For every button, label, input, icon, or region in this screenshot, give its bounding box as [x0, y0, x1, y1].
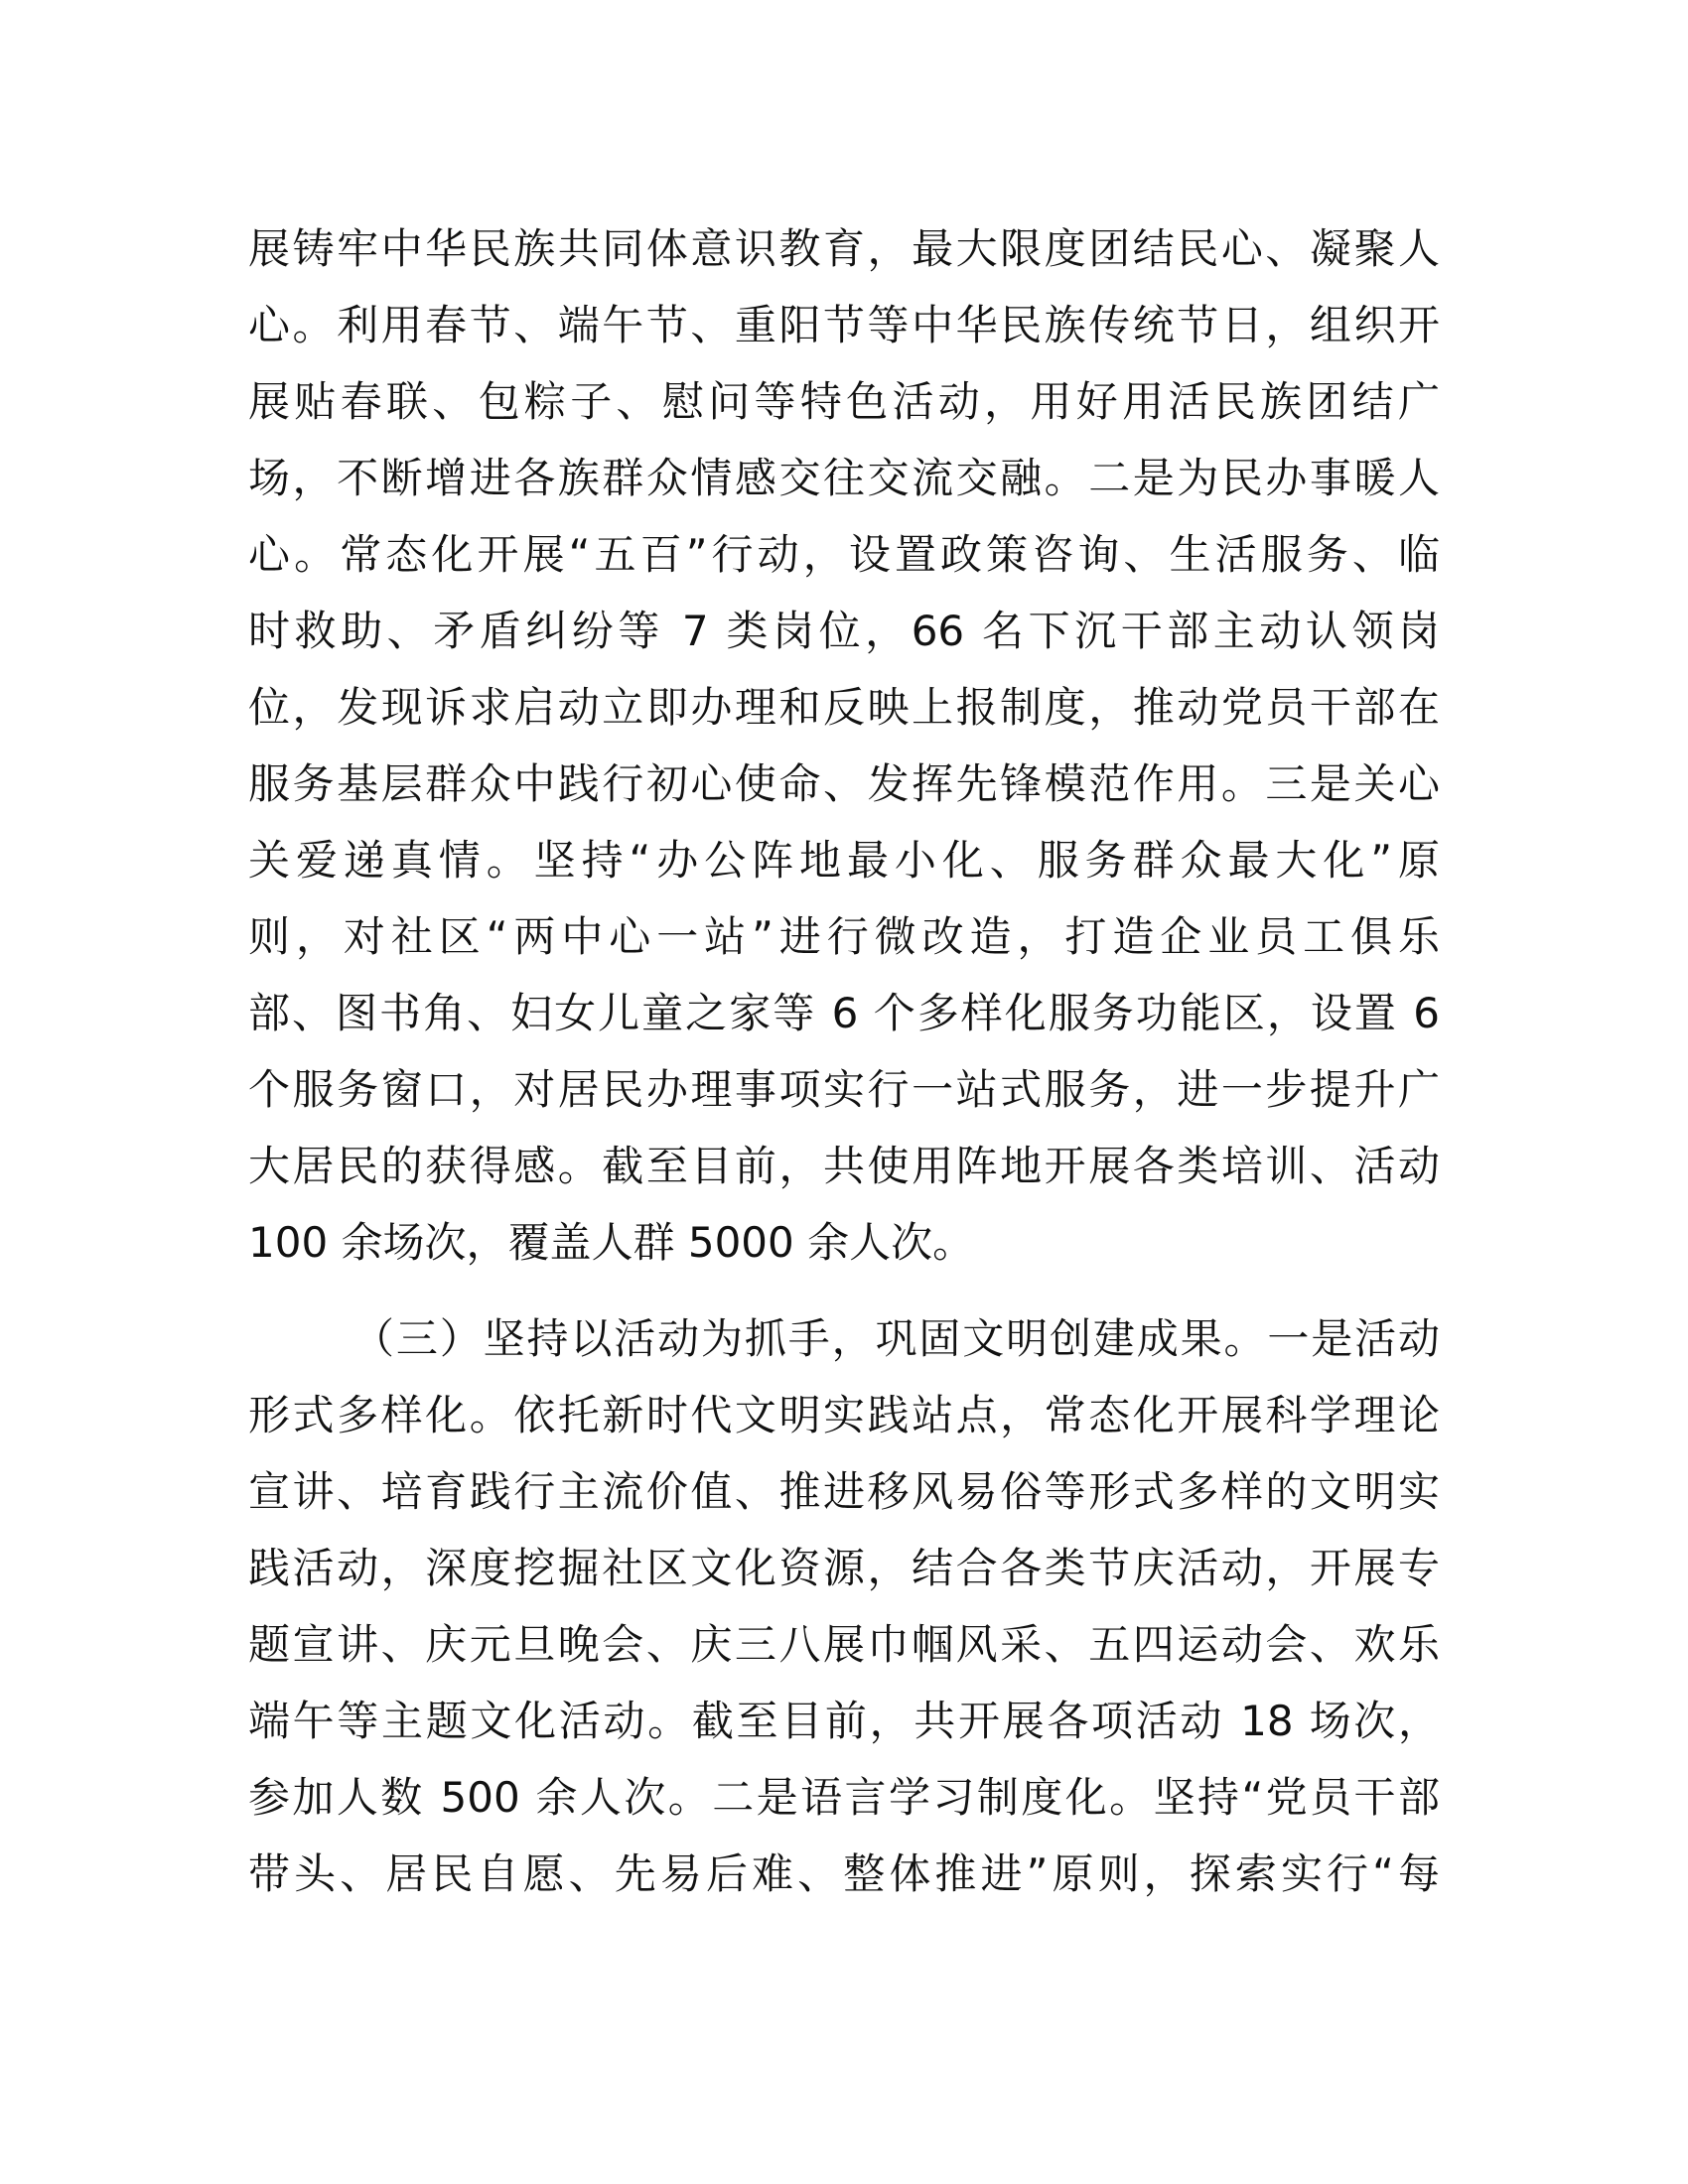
- text-line: 关爱递真情。坚持“办公阵地最小化、服务群众最大化”原: [248, 836, 1440, 885]
- paragraph-community-services: [248, 210, 1440, 1281]
- text-line: 心。利用春节、端午节、重阳节等中华民族传统节日，组织开: [248, 301, 1440, 349]
- text-line: 位，发现诉求启动立即办理和反映上报制度，推动党员干部在: [248, 683, 1440, 732]
- paragraph-civilization-activities: [248, 1300, 1440, 1912]
- text-line: 带头、居民自愿、先易后难、整体推进”原则，探索实行“每: [248, 1849, 1440, 1898]
- text-line: （三）坚持以活动为抓手，巩固文明创建成果。一是活动: [352, 1314, 1440, 1363]
- text-line: 宣讲、培育践行主流价值、推进移风易俗等形式多样的文明实: [248, 1467, 1440, 1516]
- text-line: 端午等主题文化活动。截至目前，共开展各项活动 18 场次，: [248, 1697, 1440, 1745]
- text-line: 服务基层群众中践行初心使命、发挥先锋模范作用。三是关心: [248, 759, 1440, 808]
- text-line: 时救助、矛盾纠纷等 7 类岗位，66 名下沉干部主动认领岗: [248, 607, 1440, 655]
- text-line: 展贴春联、包粽子、慰问等特色活动，用好用活民族团结广: [248, 377, 1440, 426]
- text-line: 践活动，深度挖掘社区文化资源，结合各类节庆活动，开展专: [248, 1544, 1440, 1592]
- text-line: 形式多样化。依托新时代文明实践站点，常态化开展科学理论: [248, 1391, 1440, 1439]
- text-line: 题宣讲、庆元旦晚会、庆三八展巾帼风采、五四运动会、欢乐: [248, 1620, 1440, 1669]
- text-line: 则，对社区“两中心一站”进行微改造，打造企业员工俱乐: [248, 912, 1440, 961]
- text-line: 大居民的获得感。截至目前，共使用阵地开展各类培训、活动: [248, 1142, 1440, 1190]
- text-line: 100 余场次，覆盖人群 5000 余人次。: [248, 1218, 975, 1267]
- text-line: 个服务窗口，对居民办理事项实行一站式服务，进一步提升广: [248, 1065, 1440, 1114]
- text-line: 展铸牢中华民族共同体意识教育，最大限度团结民心、凝聚人: [248, 224, 1440, 273]
- text-line: 参加人数 500 余人次。二是语言学习制度化。坚持“党员干部: [248, 1773, 1440, 1822]
- text-line: 场，不断增进各族群众情感交往交流交融。二是为民办事暖人: [248, 454, 1440, 502]
- text-line: 心。常态化开展“五百”行动，设置政策咨询、生活服务、临: [248, 530, 1440, 579]
- text-line: 部、图书角、妇女儿童之家等 6 个多样化服务功能区，设置 6: [248, 989, 1440, 1037]
